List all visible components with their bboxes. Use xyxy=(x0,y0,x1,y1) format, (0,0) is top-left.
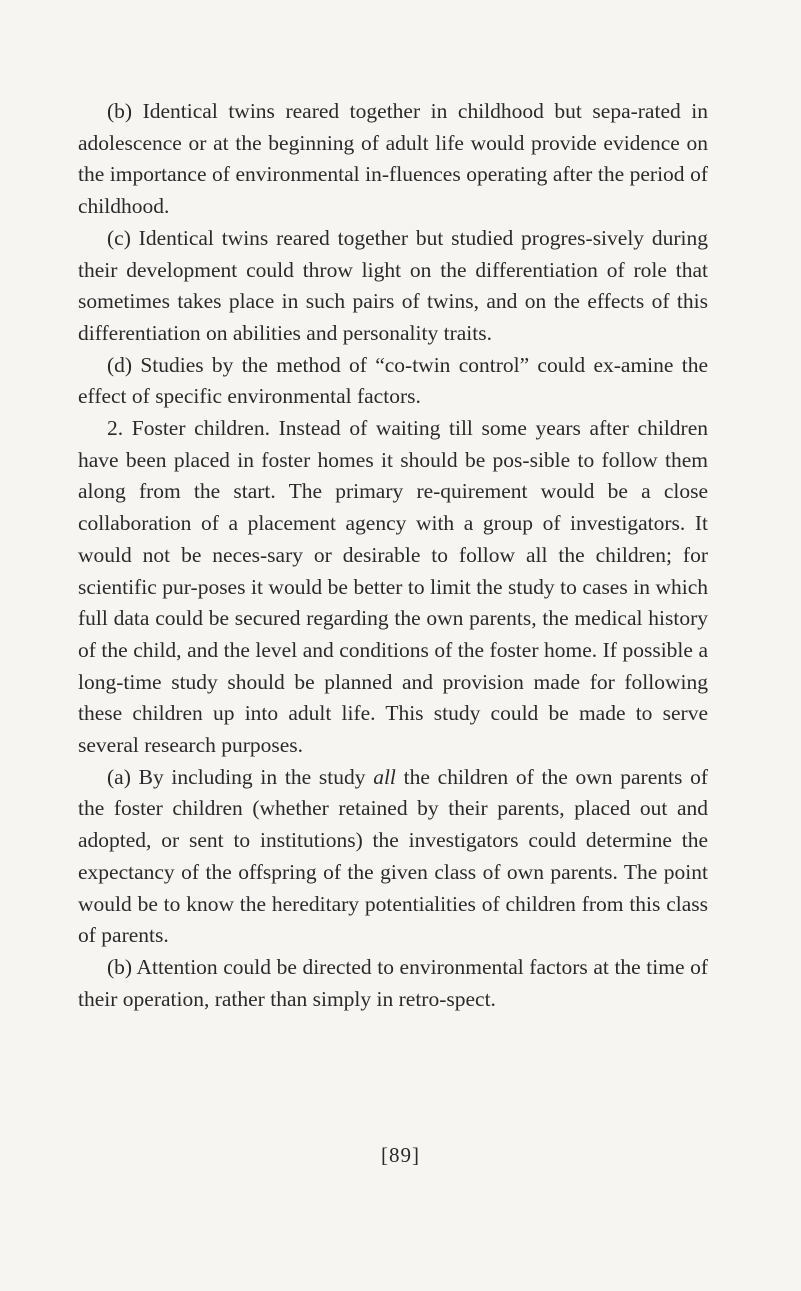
paragraph-environmental-factors: (b) Attention could be directed to environmental factors at the time of their operation, rather than simply in retro-spect. xyxy=(78,954,708,1011)
paragraph-own-parents-offspring xyxy=(78,762,708,952)
page-number: [89] xyxy=(381,1143,420,1167)
paragraph-text-start: (a) By including in the study xyxy=(107,764,374,789)
paragraph-text-end: the children of the own parents of the foster children (whether retained by their parents, placed out and adopted, or sent to institutions) the investigators could determine the expectancy of the offspring of the given class of own parents. The point would be to know the hereditary potentialities of children from this class of parents. xyxy=(78,764,709,948)
paragraph-identical-twins-separated: (b) Identical twins reared together in childhood but sepa-rated in adolescence or at the beginning of adult life would provide evidence on the importance of environmental in-fluences operating after the period of childhood. xyxy=(78,99,708,219)
paragraph-foster-children: 2. Foster children. Instead of waiting till some years after children have been placed in foster homes it should be pos-sible to follow them along from the start. The primary re-quirement would be a close collaboration of a placement agency with a group of investigators. It would not be neces-sary or desirable to follow all the children; for scientific pur-poses it would be better to limit the study to cases in which full data could be secured regarding the own parents, the medical history of the child, and the level and conditions of the foster home. If possible a long-time study should be planned and provision made for following these children up into adult life. This study could be made to serve several research purposes. xyxy=(78,416,708,758)
italic-emphasis: all xyxy=(373,764,396,789)
paragraph-identical-twins-progressive: (c) Identical twins reared together but studied progres-sively during their development could throw light on the differentiation of role that sometimes takes place in such pairs of twins, and on the effects of this differentiation on abilities and personality traits. xyxy=(78,225,708,345)
page-body xyxy=(78,96,708,1015)
paragraph-co-twin-control: (d) Studies by the method of “co-twin control” could ex-amine the effect of specific environmental factors. xyxy=(78,352,708,409)
